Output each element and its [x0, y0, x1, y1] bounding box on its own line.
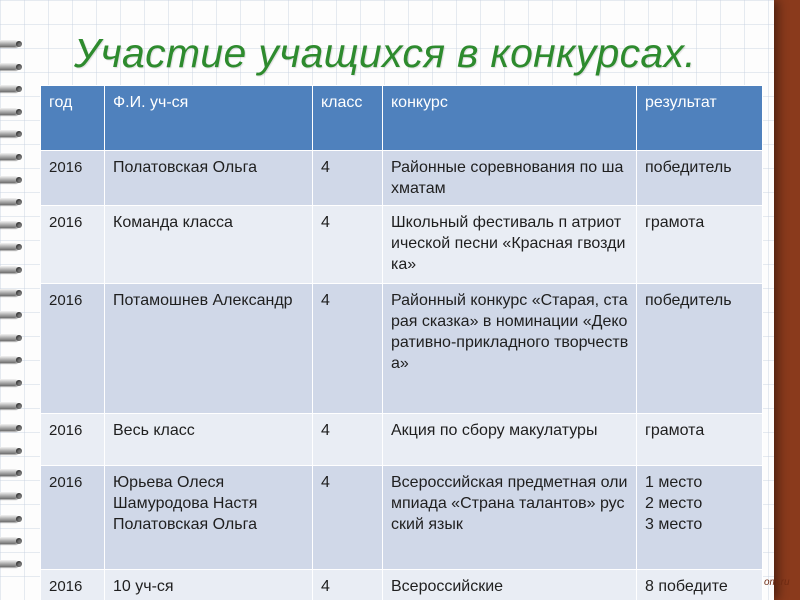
cell-contest [383, 414, 637, 466]
cell-grade: 4 [313, 570, 383, 600]
cell-year: 2016 [41, 151, 105, 206]
result-text: победитель [645, 159, 732, 176]
spiral-hole [16, 177, 22, 183]
cell-contest [383, 151, 637, 206]
cell-result [637, 570, 763, 600]
contest-table [40, 85, 763, 600]
spiral-hole [16, 41, 22, 47]
spiral-hole [16, 267, 22, 273]
cell-result [637, 414, 763, 466]
spiral-hole [16, 131, 22, 137]
cell-year: 2016 [41, 284, 105, 414]
contest-text: Всероссийские [391, 578, 504, 595]
spiral-hole [16, 312, 22, 318]
spiral-hole [16, 86, 22, 92]
contest-text: Акция по сбору макулатуры [391, 422, 598, 439]
cell-name [105, 284, 313, 414]
cell-grade: 4 [313, 151, 383, 206]
spiral-hole [16, 516, 22, 522]
cell-year: 2016 [41, 466, 105, 570]
header-year: год [41, 86, 105, 151]
header-grade: класс [313, 86, 383, 151]
table-row [41, 466, 763, 570]
spiral-hole [16, 357, 22, 363]
spiral-hole [16, 470, 22, 476]
spiral-hole [16, 561, 22, 567]
student-name: Шамуродова Настя [113, 495, 258, 512]
spiral-hole [16, 244, 22, 250]
table-header-row [41, 86, 763, 151]
spiral-hole [16, 425, 22, 431]
table-body [41, 151, 763, 600]
cell-name [105, 206, 313, 284]
result-text: 1 место [645, 474, 703, 491]
cell-name [105, 570, 313, 600]
cell-grade: 4 [313, 414, 383, 466]
contest-text: Районные соревнования по шахматам [391, 159, 624, 197]
spiral-hole [16, 380, 22, 386]
student-name: Команда класса [113, 214, 233, 231]
cell-year: 2016 [41, 414, 105, 466]
contest-table-container [40, 85, 762, 600]
result-text: грамота [645, 422, 705, 439]
spiral-hole [16, 538, 22, 544]
cell-result [637, 466, 763, 570]
header-name: Ф.И. уч-ся [105, 86, 313, 151]
contest-text: Школьный фестиваль п атриотической песни «Красная гвоздика» [391, 214, 626, 273]
spiral-hole [16, 335, 22, 341]
result-text: победитель [645, 292, 732, 309]
header-result: результат [637, 86, 763, 151]
table-row [41, 570, 763, 600]
table-row [41, 151, 763, 206]
spiral-binding [0, 40, 30, 600]
result-text: 8 победите [645, 578, 728, 595]
cell-year: 2016 [41, 570, 105, 600]
cell-contest [383, 570, 637, 600]
cell-contest [383, 206, 637, 284]
spiral-hole [16, 493, 22, 499]
contest-text: Всероссийская предметная олимпиада «Страна талантов» русский язык [391, 474, 628, 533]
student-name: Юрьева Олеся [113, 474, 225, 491]
table-row [41, 414, 763, 466]
spiral-hole [16, 154, 22, 160]
result-text: 2 место [645, 495, 703, 512]
slide-title: Участие учащихся в конкурсах. [74, 30, 696, 76]
student-name: Полатовская Ольга [113, 516, 257, 533]
student-name: 10 уч-ся [113, 578, 174, 595]
cell-grade: 4 [313, 466, 383, 570]
cell-result [637, 151, 763, 206]
spiral-hole [16, 222, 22, 228]
cell-name [105, 466, 313, 570]
student-name: Полатовская Ольга [113, 159, 257, 176]
spiral-hole [16, 290, 22, 296]
table-row [41, 206, 763, 284]
spiral-hole [16, 448, 22, 454]
cell-contest [383, 466, 637, 570]
spiral-hole [16, 64, 22, 70]
cell-grade: 4 [313, 206, 383, 284]
spiral-hole [16, 109, 22, 115]
cell-grade: 4 [313, 284, 383, 414]
cell-result [637, 284, 763, 414]
spiral-hole [16, 199, 22, 205]
cell-result [637, 206, 763, 284]
contest-text: Районный конкурс «Старая, старая сказка» в номинации «Декоративно-прикладного творчества» [391, 292, 629, 372]
header-contest: конкурс [383, 86, 637, 151]
cell-year: 2016 [41, 206, 105, 284]
cell-contest [383, 284, 637, 414]
result-text: 3 место [645, 516, 703, 533]
result-text: грамота [645, 214, 705, 231]
watermark: om.ru [764, 577, 790, 588]
spiral-hole [16, 403, 22, 409]
cell-name [105, 414, 313, 466]
cell-name [105, 151, 313, 206]
table-row [41, 284, 763, 414]
student-name: Потамошнев Александр [113, 292, 293, 309]
student-name: Весь класс [113, 422, 195, 439]
